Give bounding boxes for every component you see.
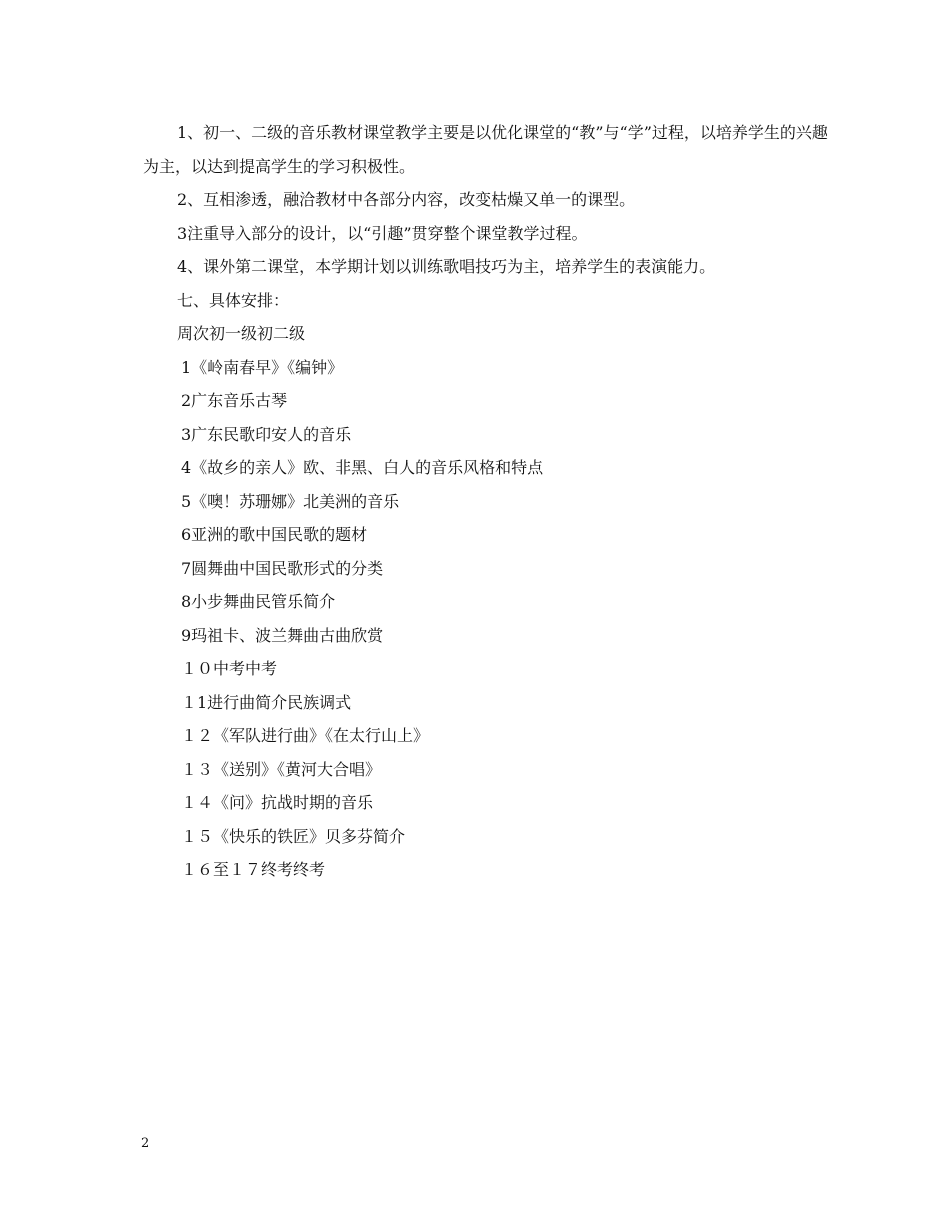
paragraph-point-3: 3注重导入部分的设计，以“引趣”贯穿整个课堂教学过程。 <box>177 223 588 243</box>
document-body <box>143 116 833 887</box>
schedule-item-1: 1《岭南春早》《编钟》 <box>181 357 344 377</box>
schedule-item-10: １０中考中考 <box>181 659 278 678</box>
schedule-item-9: 9玛祖卡、波兰舞曲古曲欣赏 <box>181 625 384 645</box>
section-heading: 七、具体安排： <box>177 290 290 310</box>
schedule-item-11: １1进行曲简介民族调式 <box>181 692 352 712</box>
schedule-item-7: 7圆舞曲中国民歌形式的分类 <box>181 558 384 578</box>
schedule-item-12: １２《军队进行曲》《在太行山上》 <box>181 726 430 745</box>
page-number: 2 <box>141 1136 150 1151</box>
schedule-item-4: 4《故乡的亲人》欧、非黑、白人的音乐风格和特点 <box>181 458 544 477</box>
schedule-list <box>143 351 833 887</box>
schedule-item-15: １５《快乐的铁匠》贝多芬简介 <box>181 826 406 846</box>
schedule-item-14: １４《问》抗战时期的音乐 <box>181 793 374 812</box>
schedule-header: 周次初一级初二级 <box>177 324 306 343</box>
schedule-item-5: 5《噢！苏珊娜》北美洲的音乐 <box>181 491 400 511</box>
schedule-item-2: 2广东音乐古琴 <box>181 391 288 410</box>
paragraph-point-2: 2、互相渗透，融洽教材中各部分内容，改变枯燥又单一的课型。 <box>177 190 636 209</box>
schedule-item-16: １６至１７终考终考 <box>181 860 326 879</box>
schedule-item-8: 8小步舞曲民管乐简介 <box>181 592 336 611</box>
schedule-item-3: 3广东民歌印安人的音乐 <box>181 424 352 444</box>
schedule-item-13: １３《送别》《黄河大合唱》 <box>181 759 382 779</box>
schedule-item-6: 6亚洲的歌中国民歌的题材 <box>181 525 368 544</box>
paragraph-point-1: 1、初一、二级的音乐教材课堂教学主要是以优化课堂的“教”与“学”过程，以培养学生的兴趣为主，以达到提高学生的学习积极性。 <box>143 123 828 176</box>
paragraph-point-4: 4、课外第二课堂，本学期计划以训练歌唱技巧为主，培养学生的表演能力。 <box>177 257 716 276</box>
